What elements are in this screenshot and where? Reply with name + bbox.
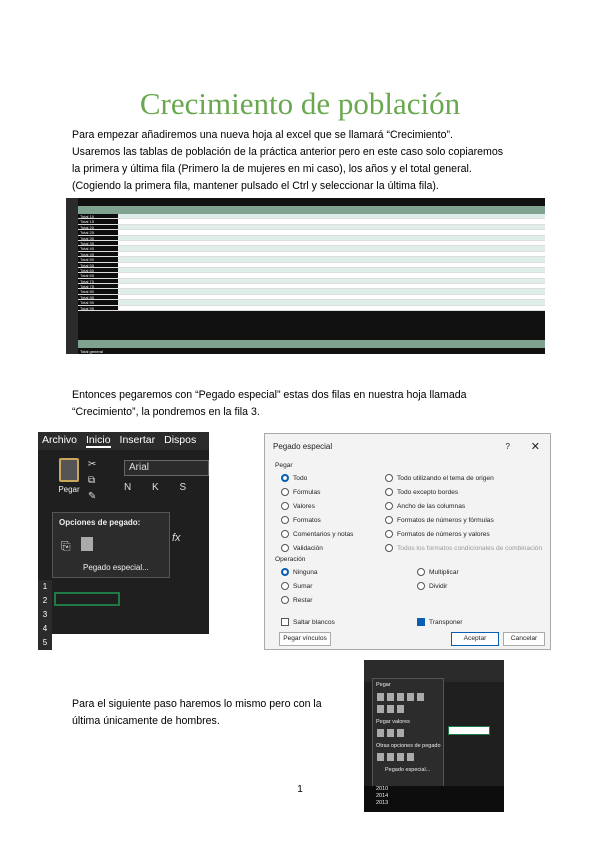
table-row: Total 90	[78, 300, 545, 305]
paste-special-menu-item[interactable]: Pegado especial...	[83, 563, 149, 572]
format-buttons[interactable]: N K S	[124, 482, 196, 493]
page-number: 1	[297, 784, 303, 795]
paste-options-popup	[52, 512, 170, 578]
table-header-row	[78, 206, 545, 214]
table-row: Total 25	[78, 230, 545, 235]
radio-formatos[interactable]: Formatos	[281, 516, 321, 524]
page-title: Crecimiento de población	[139, 86, 461, 121]
radio-validacion[interactable]: Validación	[281, 544, 323, 552]
table-row: Total 70	[78, 279, 545, 284]
population-table-screenshot	[66, 198, 545, 354]
paste-dropdown-menu: Pegar Pegar valores Otras opciones de pegado Pegado especial...	[372, 678, 444, 790]
help-icon[interactable]: ?	[505, 442, 510, 451]
radio-ninguna[interactable]: Ninguna	[281, 568, 318, 576]
table-row: Total 95	[78, 306, 545, 311]
other-paste-icons[interactable]	[377, 753, 414, 761]
ribbon-tabs	[38, 432, 209, 450]
paste-button[interactable]: Pegar	[56, 458, 82, 510]
fx-icon[interactable]: fx	[172, 532, 181, 544]
tab-archivo[interactable]: Archivo	[42, 434, 78, 446]
clipboard-tools	[88, 457, 96, 505]
row-headers: 1 2 3 4 5	[38, 580, 52, 650]
paste-heading: Pegar	[275, 462, 293, 469]
year-column: 2010 2014 2013	[376, 786, 389, 806]
cancel-button[interactable]: Cancelar	[503, 632, 545, 646]
radio-restar[interactable]: Restar	[281, 596, 312, 604]
table-row: Total 65	[78, 273, 545, 278]
mini-selected-cell[interactable]	[448, 726, 490, 735]
table-row: Total 35	[78, 241, 545, 246]
radio-formatos-condicionales[interactable]: Todos los formatos condicionales de combinación	[385, 544, 542, 552]
paste-values-icon[interactable]	[81, 537, 93, 551]
radio-todo[interactable]: Todo	[281, 474, 307, 482]
radio-formatos-valores[interactable]: Formatos de números y valores	[385, 530, 490, 538]
selected-cell[interactable]	[54, 592, 120, 606]
next-step-paragraph: Para el siguiente paso haremos lo mismo pero con la última únicamente de hombres.	[72, 698, 322, 727]
clipboard-icon	[59, 458, 79, 482]
radio-tema-origen[interactable]: Todo utilizando el tema de origen	[385, 474, 494, 482]
radio-valores[interactable]: Valores	[281, 502, 315, 510]
paste-link-button[interactable]: Pegar vínculos	[279, 632, 331, 646]
paste-values-icons[interactable]	[377, 729, 404, 737]
paste-options-title: Opciones de pegado:	[59, 518, 141, 527]
mini-paste-special-item[interactable]: Pegado especial...	[385, 767, 431, 773]
operation-heading: Operación	[275, 556, 306, 563]
tab-insertar[interactable]: Insertar	[119, 434, 156, 446]
radio-sumar[interactable]: Sumar	[281, 582, 312, 590]
radio-formulas[interactable]: Fórmulas	[281, 488, 320, 496]
excel-ribbon-screenshot	[38, 432, 209, 647]
paste-special-dialog	[264, 433, 551, 650]
table-row: Total 45	[78, 252, 545, 257]
tab-inicio[interactable]: Inicio	[86, 434, 111, 446]
format-painter-icon[interactable]: ✎	[88, 491, 97, 502]
radio-comentarios[interactable]: Comentarios y notas	[281, 530, 353, 538]
table-row: Total 60	[78, 268, 545, 273]
total-general-row: Total general	[78, 340, 545, 348]
table-row: Total 20	[78, 225, 545, 230]
tab-disposicion[interactable]: Dispos	[164, 434, 197, 446]
paste-special-paragraph: Entonces pegaremos con “Pegado especial” estas dos filas en nuestra hoja llamada “Crecimiento”, la pondremos en la fila 3.	[72, 389, 467, 418]
radio-formatos-formulas[interactable]: Formatos de números y fórmulas	[385, 516, 494, 524]
table-row: Total 15	[78, 219, 545, 224]
radio-dividir[interactable]: Dividir	[417, 582, 447, 590]
copy-icon[interactable]: ⧉	[88, 475, 96, 486]
table-row: Total 55	[78, 263, 545, 268]
table-row: Total 10	[78, 214, 545, 219]
intro-paragraph: Para empezar añadiremos una nueva hoja al excel que se llamará “Crecimiento”. Usaremos las tablas de población de la práctica anterior pero en este caso solo copiaremos la primera y última fila (Primero la de mujeres en mi caso), los años y el total general. (Cogiendo la primera fila, mantener pulsado el Ctrl y seleccionar la última fila).	[72, 129, 504, 192]
paste-icon-row-2[interactable]	[377, 705, 404, 713]
table-row: Total 30	[78, 236, 545, 241]
radio-ancho-columnas[interactable]: Ancho de las columnas	[385, 502, 465, 510]
table-row: Total 85	[78, 295, 545, 300]
paste-option-icon[interactable]: ⎘	[61, 539, 71, 553]
close-icon[interactable]: ✕	[530, 441, 540, 453]
table-row: Total 80	[78, 289, 545, 294]
table-row: Total 40	[78, 246, 545, 251]
dialog-title: Pegado especial	[273, 442, 333, 451]
radio-multiplicar[interactable]: Multiplicar	[417, 568, 459, 576]
cut-icon[interactable]: ✂	[88, 459, 97, 470]
radio-excepto-bordes[interactable]: Todo excepto bordes	[385, 488, 458, 496]
paste-icon-row[interactable]	[377, 693, 424, 701]
transpose-checkbox[interactable]: Transponer	[417, 618, 462, 626]
ok-button[interactable]: Aceptar	[451, 632, 499, 646]
table-row: Total 50	[78, 257, 545, 262]
skip-blanks-checkbox[interactable]: Saltar blancos	[281, 618, 335, 626]
font-name-select[interactable]: Arial	[124, 460, 209, 476]
table-row: Total 75	[78, 284, 545, 289]
